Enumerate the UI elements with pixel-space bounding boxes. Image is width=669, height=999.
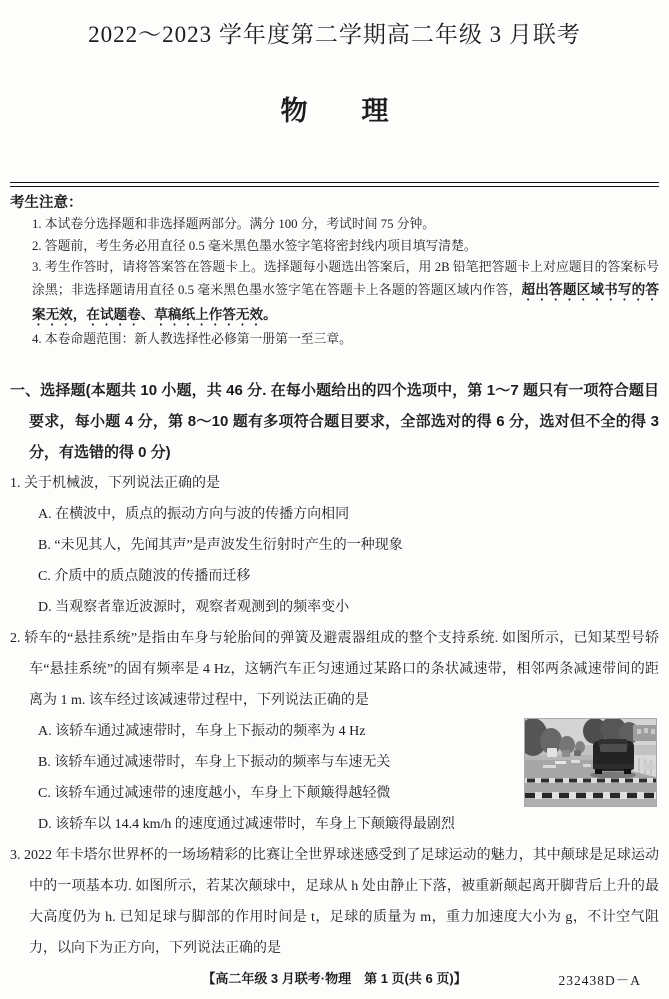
question-3-stem: 3. 2022 年卡塔尔世界杯的一场场精彩的比赛让全世界球迷感受到了足球运动的魅力，其中颠球是足球运动中的一项基本功. 如图所示，若某次颠球中，足球从 h 处由静止下落，被重新颠起离开脚背后上升的最大高度仍为 h. 已知足球与脚部的作用时间是 t，足球的质量为 m，重力加速度大小为 g，不计空气阻力，以向下为正方向，下列说法正确的是 [10, 848, 659, 956]
double-rule-divider [10, 182, 659, 187]
question-1-stem: 1. 关于机械波，下列说法正确的是 [10, 476, 220, 491]
notice-heading: 考生注意： [10, 195, 83, 211]
notice-item-3 [10, 257, 659, 329]
section-1-heading: 一、选择题(本题共 10 小题，共 46 分. 在每小题给出的四个选项中，第 1～7 题只有一项符合题目要求，每小题 4 分，第 8～10 题有多项符合题目要求，全部选对的得 6 分，选对但不全的得 3 分，有选错的得 0 分) [10, 382, 659, 461]
question-1 [10, 468, 659, 623]
question-2 [10, 623, 659, 840]
question-2-option-b: B. 该轿车通过减速带时，车身上下振动的频率与车速无关 [38, 755, 391, 770]
question-2-stem: 2. 轿车的“悬挂系统”是指由车身与轮胎间的弹簧及避震器组成的整个支持系统. 如图所示，已知某型号轿车“悬挂系统”的固有频率是 4 Hz，这辆汽车正匀速通过某路口的条状减速带，相邻两条减速带间的距离为 1 m. 该车经过该减速带过程中，下列说法正确的是 [10, 631, 659, 708]
notice-item-3-text: 3. 考生作答时，请将答案答在答题卡上。选择题每小题选出答案后，用 2B 铅笔把答题卡上对应题目的答案标号涂黑；非选择题请用直径 0.5 毫米黑色墨水签字笔在答题卡上各题的答题区域内作答， [32, 260, 659, 297]
question-1-option-a: A. 在横波中，质点的振动方向与波的传播方向相同 [38, 507, 350, 522]
question-2-option-c: C. 该轿车通过减速带的速度越小，车身上下颠簸得越轻微 [38, 786, 391, 801]
question-1-option-d: D. 当观察者靠近波源时，观察者观测到的频率变小 [38, 600, 350, 615]
notice-item-4: 4. 本卷命题范围：新人教选择性必修第一册第一至三章。 [32, 331, 352, 346]
notice-item-1: 1. 本试卷分选择题和非选择题两部分。满分 100 分，考试时间 75 分钟。 [32, 217, 436, 231]
question-3 [10, 840, 659, 964]
notice-section [10, 192, 659, 350]
notice-item-3-emphasis: 超出答题区域书写的答案无效，在试题卷、草稿纸上作答无效。 [32, 281, 659, 322]
speed-bump-road-photo-drawing [525, 719, 656, 806]
speed-bump-road-photo [524, 718, 657, 807]
exam-subject: 物 理 [280, 96, 389, 126]
footer-paper-code: 232438D－A [558, 973, 641, 988]
question-2-option-d: D. 该轿车以 14.4 km/h 的速度通过减速带时，车身上下颠簸得最剧烈 [38, 817, 455, 832]
notice-item-2: 2. 答题前，考生务必用直径 0.5 毫米黑色墨水签字笔将密封线内项目填写清楚。 [32, 238, 477, 253]
question-1-option-c: C. 介质中的质点随波的传播而迁移 [38, 569, 251, 584]
footer-page-label: 【高二年级 3 月联考·物理 第 1 页(共 6 页)】 [202, 971, 467, 986]
question-2-option-a: A. 该轿车通过减速带时，车身上下振动的频率为 4 Hz [38, 724, 366, 739]
page-footer [0, 968, 669, 988]
exam-title: 2022～2023 学年度第二学期高二年级 3 月联考 [88, 22, 581, 47]
question-1-option-b: B. “未见其人，先闻其声”是声波发生衍射时产生的一种现象 [38, 538, 403, 553]
